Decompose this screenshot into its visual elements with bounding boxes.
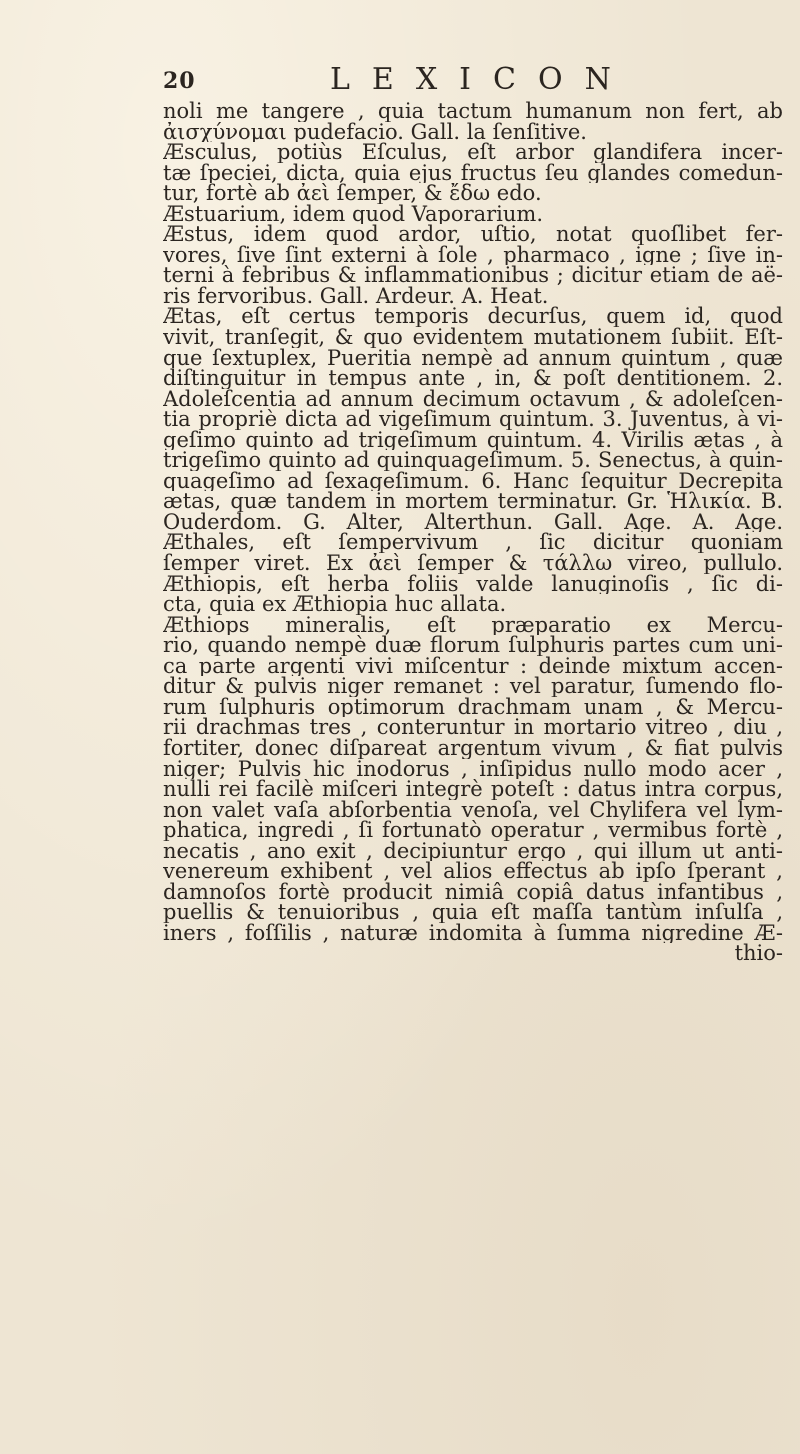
text-line: trigeſimo quinto ad quinquageſimum. 5. Senectus, à quin- <box>163 450 783 471</box>
text-line: non valet vaſa abſorbentia venoſa, vel Chylifera vel lym- <box>163 799 783 821</box>
text-line: geſimo quinto ad trigeſimum quintum. 4. Virilis ætas , à <box>163 429 783 451</box>
text-line: ca parte argenti vivi miſcentur : deinde mixtum accen- <box>163 655 783 677</box>
text-line: fortiter, donec diſpareat argentum vivum , & fiat pulvis <box>163 737 783 759</box>
text-line: rio, quando nempè duæ florum ſulphuris partes cum uni- <box>163 635 783 656</box>
text-line: niger; Pulvis hic inodorus , inſipidus nullo modo acer , <box>163 758 783 780</box>
text-line: Æthales, eſt ſempervivum , ſic dicitur quoniam <box>163 532 783 554</box>
text-line: Ouderdom. G. Alter, Alterthun. Gall. Age. A. Age. <box>163 511 783 533</box>
text-line: ditur & pulvis niger remanet : vel paratur, ſumendo flo- <box>163 676 783 697</box>
text-line: ætas, quæ tandem in mortem terminatur. Gr. Ἡλικία. B. <box>163 491 783 512</box>
page-number: 20 <box>163 68 196 94</box>
text-line: Adoleſcentia ad annum decimum octavum , & adoleſcen- <box>163 388 783 410</box>
text-line: ἀισχύνομαι pudefacio. Gall. la ſenſitive. <box>163 121 587 143</box>
text-line: ſemper viret. Ex ἀεὶ ſemper & τάλλω vireo, pullulo. <box>163 553 783 574</box>
running-title: LEXICON <box>330 62 633 97</box>
text-line: necatis , ano exit , decipiuntur ergo , qui illum ut anti- <box>163 840 783 862</box>
text-line: damnoſos fortè producit nimiâ copiâ datus infantibus , <box>163 881 783 903</box>
text-line: tur, fortè ab ἀεὶ ſemper, & ἔδω edo. <box>163 183 542 204</box>
text-line: ris fervoribus. Gall. Ardeur. A. Heat. <box>163 285 549 307</box>
text-line: Æthiops mineralis, eſt præparatio ex Mercu- <box>163 614 783 636</box>
text-line: Æthiopis, eſt herba foliis valde lanuginoſis , ſic di- <box>163 573 783 595</box>
text-line: que ſextuplex, Pueritia nempè ad annum quintum , quæ <box>163 347 783 369</box>
text-line: nulli rei facilè miſceri integrè poteſt : datus intra corpus, <box>163 779 783 800</box>
text-line: rum ſulphuris optimorum drachmam unam , & Mercu- <box>163 696 783 718</box>
text-line: cta, quia ex Æthiopia huc allata. <box>163 594 507 615</box>
text-line: rii drachmas tres , conteruntur in mortario vitreo , diu , <box>163 717 783 738</box>
text-line: venereum exhibent , vel alios effectus ab ipſo ſperant , <box>163 861 783 882</box>
text-line: tæ ſpeciei, dicta, quia ejus fructus ſeu glandes comedun- <box>163 162 783 184</box>
text-line: iners , foſſilis , naturæ indomita à ſumma nigredine Æ- <box>163 922 783 944</box>
text-line: Æsculus, potiùs Eſculus, eſt arbor glandifera incer- <box>163 142 783 163</box>
catchword: thio- <box>734 943 783 964</box>
text-line: quageſimo ad ſexageſimum. 6. Hanc ſequitur Decrepita <box>163 470 783 492</box>
text-line: phatica, ingredi , ſi fortunatò operatur , vermibus fortè , <box>163 820 783 841</box>
text-line: terni à febribus & inflammationibus ; dicitur etiam de aë- <box>163 265 783 286</box>
text-line: vores, ſive ſint externi à ſole , pharmaco , igne ; ſive in- <box>163 244 783 266</box>
text-line: Æstuarium, idem quod Vaporarium. <box>163 203 543 225</box>
text-line: puellis & tenuioribus , quia eſt maſſa tantùm inſulſa , <box>163 902 783 923</box>
text-line: diſtinguitur in tempus ante , in, & poſt dentitionem. 2. <box>163 368 783 389</box>
text-line: Ætas, eſt certus temporis decurſus, quem id, quod <box>163 306 783 328</box>
running-head <box>0 62 800 102</box>
text-line: tia propriè dicta ad vigeſimum quintum. 3. Juventus, à vi- <box>163 409 783 430</box>
text-line: Æstus, idem quod ardor, uſtio, notat quoſlibet fer- <box>163 224 783 245</box>
text-line: vivit, tranſegit, & quo evidentem mutationem ſubiit. Eſt- <box>163 327 783 348</box>
body-text <box>163 101 783 964</box>
text-line: noli me tangere , quia tactum humanum non fert, ab <box>163 101 783 122</box>
